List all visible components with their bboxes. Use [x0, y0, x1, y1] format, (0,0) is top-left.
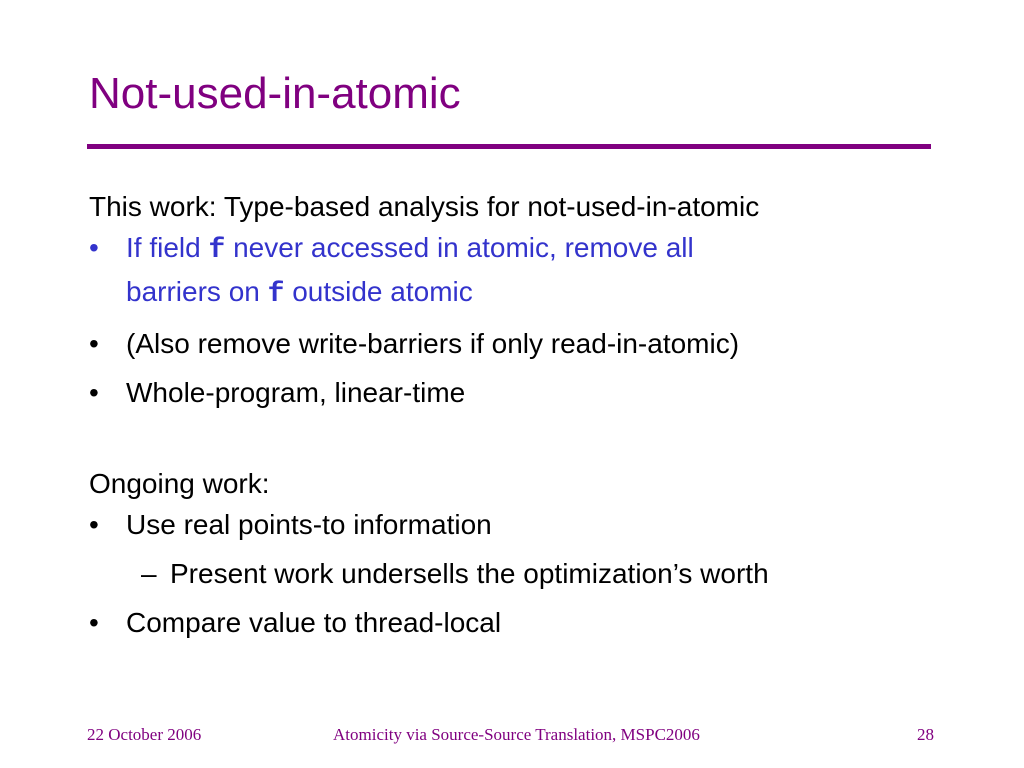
title-underline — [87, 144, 931, 149]
bullet-marker: • — [89, 509, 99, 540]
bullet-marker: • — [89, 607, 99, 638]
bullet-marker: • — [89, 232, 99, 263]
sub-bullet-text: Present work undersells the optimization’s worth — [170, 558, 769, 589]
footer-date: 22 October 2006 — [87, 725, 202, 744]
bullet-marker: • — [89, 377, 99, 408]
bullet-text: (Also remove write-barriers if only read-in-atomic) — [126, 328, 740, 359]
intro-line: This work: Type-based analysis for not-used-in-atomic — [89, 191, 760, 222]
bullet-remove-barriers — [89, 227, 949, 315]
bullet-points-to — [89, 504, 949, 545]
code-field-f: f — [208, 235, 226, 266]
footer-page-number: 28 — [917, 725, 934, 744]
bullet-thread-local — [89, 602, 949, 643]
slide-body — [89, 186, 949, 643]
bullet-marker: • — [89, 328, 99, 359]
bullet-whole-program — [89, 372, 949, 413]
bullet-text: outside atomic — [284, 276, 473, 307]
ongoing-heading: Ongoing work: — [89, 468, 270, 499]
bullet-text: Use real points-to information — [126, 509, 492, 540]
bullet-text: If field — [126, 232, 209, 263]
bullet-write-barriers — [89, 323, 949, 364]
footer-title: Atomicity via Source-Source Translation, MSPC2006 — [333, 725, 700, 744]
bullet-text: Compare value to thread-local — [126, 607, 502, 638]
bullet-line-1 — [126, 227, 949, 271]
bullet-text: never accessed in atomic, remove all — [225, 232, 694, 263]
bullet-text: Whole-program, linear-time — [126, 377, 466, 408]
bullet-line-2 — [126, 271, 949, 315]
dash-marker: – — [141, 558, 157, 589]
bullet-text: barriers on — [126, 276, 268, 307]
code-field-f: f — [267, 279, 285, 310]
sub-bullet-undersells — [89, 553, 949, 594]
slide-title: Not-used-in-atomic — [89, 69, 461, 118]
